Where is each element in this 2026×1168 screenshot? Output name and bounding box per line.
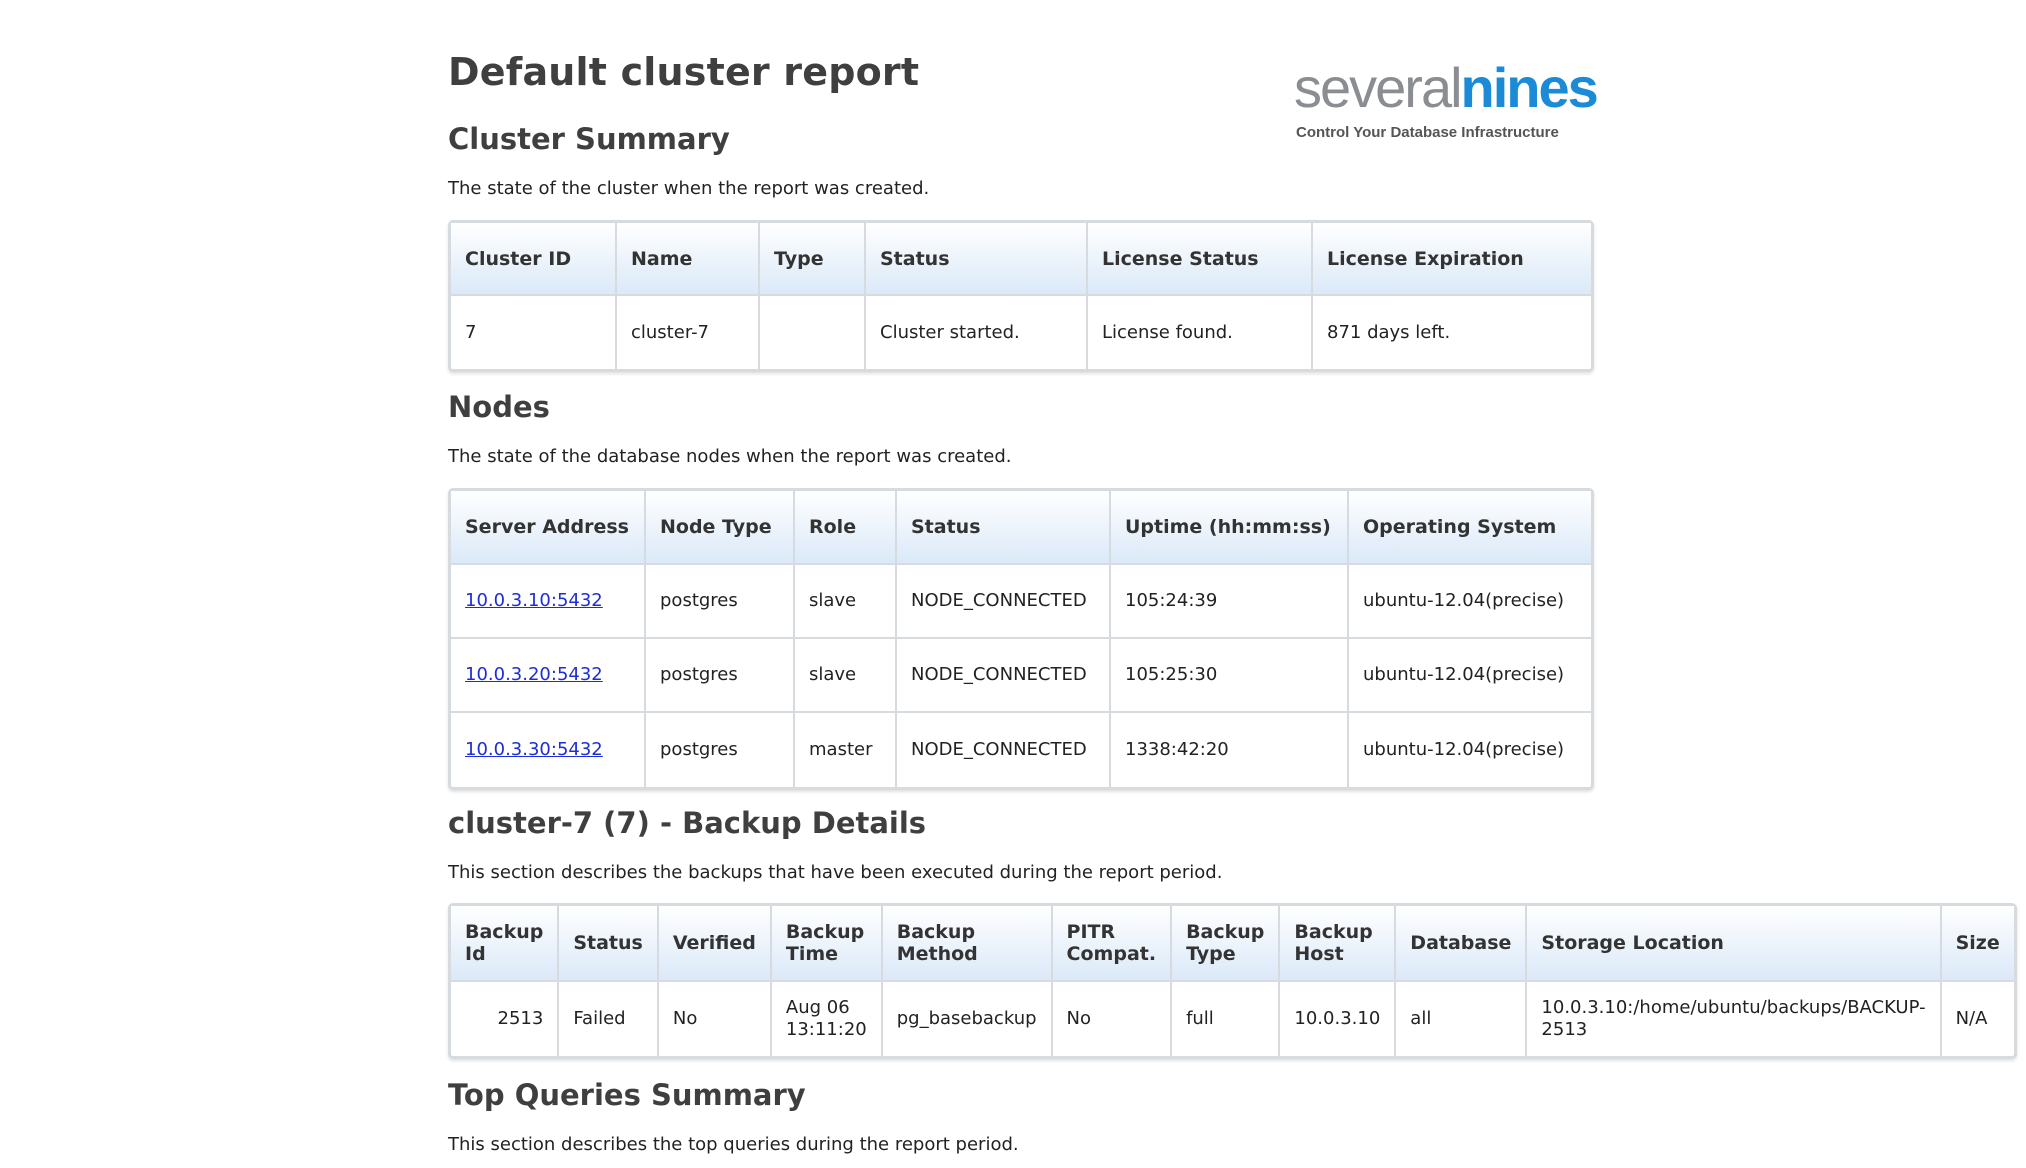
column-header-license-status: License Status bbox=[1088, 223, 1313, 296]
cluster-summary-heading: Cluster Summary bbox=[448, 122, 730, 156]
cell-node-type: postgres bbox=[646, 565, 795, 639]
column-header-backup-method: Backup Method bbox=[883, 906, 1053, 982]
column-header-server-address: Server Address bbox=[451, 491, 646, 565]
column-header-status: Status bbox=[559, 906, 659, 982]
cell-uptime: 1338:42:20 bbox=[1111, 713, 1349, 787]
cell-license-status: License found. bbox=[1088, 296, 1313, 369]
nodes-description: The state of the database nodes when the report was created. bbox=[448, 446, 1012, 467]
table-header-row bbox=[451, 906, 2014, 982]
severalnines-logo bbox=[1294, 56, 1597, 146]
cell-name: cluster-7 bbox=[617, 296, 760, 369]
cell-node-type: postgres bbox=[646, 713, 795, 787]
cell-status: NODE_CONNECTED bbox=[897, 639, 1111, 713]
column-header-backup-time: Backup Time bbox=[772, 906, 883, 982]
column-header-cluster-id: Cluster ID bbox=[451, 223, 617, 296]
top-queries-heading: Top Queries Summary bbox=[448, 1078, 806, 1112]
table-header-row bbox=[451, 223, 1591, 296]
cell-database: all bbox=[1396, 982, 1527, 1056]
logo-word-nines: nines bbox=[1460, 56, 1597, 119]
column-header-backup-type: Backup Type bbox=[1172, 906, 1280, 982]
table-header-row bbox=[451, 491, 1591, 565]
column-header-license-expiration: License Expiration bbox=[1313, 223, 1591, 296]
cell-server-address bbox=[451, 713, 646, 787]
logo-tagline: Control Your Database Infrastructure bbox=[1296, 124, 1559, 141]
cell-role: master bbox=[795, 713, 897, 787]
cell-server-address bbox=[451, 565, 646, 639]
cell-backup-id: 2513 bbox=[451, 982, 559, 1056]
cell-uptime: 105:24:39 bbox=[1111, 565, 1349, 639]
backup-details-heading: cluster-7 (7) - Backup Details bbox=[448, 806, 927, 840]
column-header-operating-system: Operating System bbox=[1349, 491, 1591, 565]
cell-status: Failed bbox=[559, 982, 659, 1056]
cell-storage-location: 10.0.3.10:/home/ubuntu/backups/BACKUP-2513 bbox=[1527, 982, 1941, 1056]
cell-uptime: 105:25:30 bbox=[1111, 639, 1349, 713]
server-address-link[interactable]: 10.0.3.20:5432 bbox=[465, 664, 603, 685]
cell-status: NODE_CONNECTED bbox=[897, 713, 1111, 787]
top-queries-description: This section describes the top queries during the report period. bbox=[448, 1134, 1019, 1155]
cluster-summary-description: The state of the cluster when the report was created. bbox=[448, 178, 930, 199]
backup-details-description: This section describes the backups that have been executed during the report period. bbox=[448, 862, 1223, 883]
cell-backup-host: 10.0.3.10 bbox=[1280, 982, 1396, 1056]
cell-backup-method: pg_basebackup bbox=[883, 982, 1053, 1056]
cell-operating-system: ubuntu-12.04(precise) bbox=[1349, 565, 1591, 639]
table-row bbox=[451, 296, 1591, 369]
column-header-status: Status bbox=[866, 223, 1088, 296]
column-header-size: Size bbox=[1942, 906, 2014, 982]
cell-cluster-id: 7 bbox=[451, 296, 617, 369]
column-header-type: Type bbox=[760, 223, 866, 296]
cell-role: slave bbox=[795, 639, 897, 713]
table-row bbox=[451, 982, 2014, 1056]
column-header-name: Name bbox=[617, 223, 760, 296]
cell-license-expiration: 871 days left. bbox=[1327, 321, 1451, 343]
column-header-database: Database bbox=[1396, 906, 1527, 982]
cell-server-address bbox=[451, 639, 646, 713]
server-address-link[interactable]: 10.0.3.30:5432 bbox=[465, 739, 603, 760]
nodes-heading: Nodes bbox=[448, 390, 550, 424]
column-header-backup-id: Backup Id bbox=[451, 906, 559, 982]
column-header-node-type: Node Type bbox=[646, 491, 795, 565]
cell-pitr-compat: No bbox=[1053, 982, 1173, 1056]
logo-word-several: several bbox=[1294, 56, 1461, 119]
cluster-summary-table bbox=[448, 220, 1594, 372]
cell-status: Cluster started. bbox=[866, 296, 1088, 369]
logo-wordmark bbox=[1294, 56, 1597, 120]
report-title: Default cluster report bbox=[448, 50, 920, 94]
cell-type bbox=[760, 296, 866, 369]
column-header-verified: Verified bbox=[659, 906, 772, 982]
cell-operating-system: ubuntu-12.04(precise) bbox=[1349, 639, 1591, 713]
column-header-storage-location: Storage Location bbox=[1527, 906, 1941, 982]
table-row bbox=[451, 639, 1591, 713]
column-header-pitr-compat: PITR Compat. bbox=[1053, 906, 1173, 982]
column-header-uptime: Uptime (hh:mm:ss) bbox=[1111, 491, 1349, 565]
backup-details-table bbox=[448, 903, 2017, 1059]
table-row bbox=[451, 713, 1591, 787]
cell-operating-system: ubuntu-12.04(precise) bbox=[1363, 739, 1565, 760]
cell-size: N/A bbox=[1955, 1008, 1988, 1029]
cell-node-type: postgres bbox=[646, 639, 795, 713]
column-header-status: Status bbox=[897, 491, 1111, 565]
cell-status: NODE_CONNECTED bbox=[897, 565, 1111, 639]
cell-backup-type: full bbox=[1172, 982, 1280, 1056]
nodes-table bbox=[448, 488, 1594, 790]
cell-backup-time: Aug 06 13:11:20 bbox=[772, 982, 883, 1056]
column-header-backup-host: Backup Host bbox=[1280, 906, 1396, 982]
cell-role: slave bbox=[795, 565, 897, 639]
table-row bbox=[451, 565, 1591, 639]
column-header-role: Role bbox=[795, 491, 897, 565]
server-address-link[interactable]: 10.0.3.10:5432 bbox=[465, 590, 603, 611]
cell-verified: No bbox=[659, 982, 772, 1056]
